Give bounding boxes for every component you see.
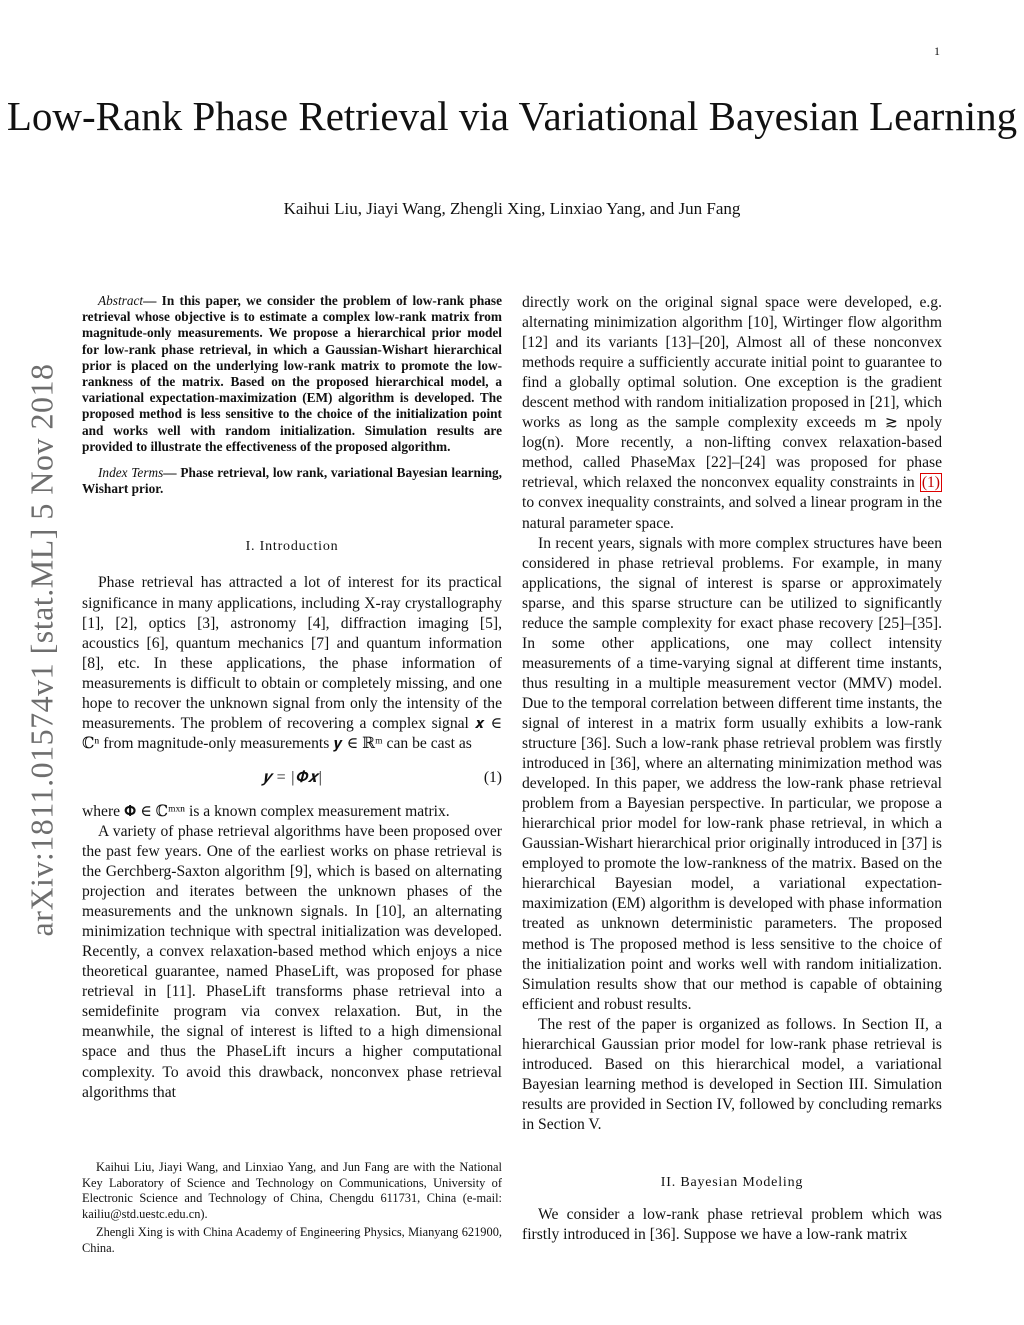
related-work-text-b: to convex inequality constraints, and solved a linear program in the natural parameter space. (522, 494, 942, 532)
index-terms-text: — Phase retrieval, low rank, variational Bayesian learning, Wishart prior. (82, 465, 502, 497)
footnotes (82, 1160, 502, 1260)
section-heading-introduction: I. Introduction (245, 539, 339, 555)
related-work-text-a: directly work on the original signal space were developed, e.g. alternating minimization algorithm [10], Wirtinger flow algorithm [12] and its variants [13]–[20], Almost all of these nonconvex methods require a sufficiently accurate initial point to guarantee to find a globally optimal solution. One exception is the gradient descent method with random initialization proposed in [21], which works as long as the sample complexity exceeds m ≳ npoly log(n). More recently, a non-lifting convex relaxation-based method, called PhaseMax [22]–[24] was proposed for phase retrieval, which relaxed the nonconvex equality constraints in (522, 294, 942, 492)
arxiv-stamp: arXiv:1811.01574v1 [stat.ML] 5 Nov 2018 (23, 363, 60, 937)
abstract-text: — In this paper, we consider the problem of low-rank phase retrieval whose objective is to estimate a complex low-rank matrix from magnitude-only measurements. We propose a hierarchical prior model for low-rank phase retrieval, in which a Gaussian-Wishart hierarchical prior is placed on the underlying low-rank matrix to promote the low-rankness of the matrix. Based on the proposed hierarchical model, a variational expectation-maximization (EM) algorithm is developed. The proposed method is less sensitive to the choice of the initialization point and works well with random initialization. Simulation results are provided to illustrate the effectiveness of the proposed algorithm. (82, 293, 502, 454)
equation-1-expression: 𝒚 = |𝚽𝒙| (261, 768, 323, 786)
intro-paragraph-1: Phase retrieval has attracted a lot of interest for its practical significance in many applications, including X-ray crystallography [1], [2], optics [3], astronomy [4], diffraction imaging [5], acoustics [6], quantum mechanics [7] and quantum information [8], etc. In these applications, the phase information of measurements is difficult to obtain or completely missing, and one hope to recover the unknown signal from only the intensity of the measurements. The problem of recovering a complex signal 𝒙 ∈ ℂⁿ from magnitude-only measurements 𝒚 ∈ ℝᵐ can be cast as (82, 574, 502, 752)
equation-1-number: (1) (483, 768, 502, 786)
intro-where-clause: where 𝚽 ∈ ℂᵐˣⁿ is a known complex measurement matrix. (82, 802, 450, 820)
equation-reference-link[interactable]: (1) (921, 474, 940, 492)
related-work-paragraph (522, 293, 942, 534)
organization-paragraph: The rest of the paper is organized as follows. In Section II, a hierarchical Gaussian prior model for low-rank phase retrieval is introduced. Based on this hierarchical model, a variational Bayesian learning method is developed in Section III. Simulation results are provided in Section IV, followed by concluding remarks in Section V. (522, 1015, 942, 1133)
abstract-label: Abstract (98, 293, 144, 308)
index-terms (82, 465, 502, 497)
left-column (82, 293, 502, 1103)
motivation-paragraph: In recent years, signals with more complex structures have been considered in phase retrieval problems. For example, in many applications, the signal of interest is sparse or approximately sparse, and this sparse structure can be utilized to significantly reduce the sample complexity for exact phase recovery [25]–[35]. In some other applications, one may collect intensity measurements of a time-varying signal at different time instants, thus resulting in a multiple measurement vector (MMV) model. Due to the temporal correlation between different time instants, the signal of interest in a matrix form usually exhibits a low-rank structure [36]. Such a low-rank phase retrieval problem was firstly introduced in [36], where an alternating minimization method was developed. In this paper, we address the low-rank phase retrieval problem from a Bayesian perspective. In particular, we propose a hierarchical prior model for low-rank phase retrieval, in which a Gaussian-Wishart hierarchical prior originally introduced in [37] is employed to promote the low-rankness of the matrix. Based on the hierarchical Bayesian model, a variational expectation-maximization (EM) algorithm is developed with phase information treated as unknown deterministic parameters. The proposed method is The proposed method is less sensitive to the choice of the initialization point and works well with random initialization. Simulation results show that our method is capable of obtaining efficient and robust results. (522, 534, 942, 1013)
author-list: Kaihui Liu, Jiayi Wang, Zhengli Xing, Linxiao Yang, and Jun Fang (283, 199, 741, 218)
page-number: 1 (934, 44, 940, 58)
section-heading-bayesian-modeling: II. Bayesian Modeling (660, 1174, 804, 1190)
abstract (82, 293, 502, 455)
intro-paragraph-2: A variety of phase retrieval algorithms have been proposed over the past few years. One of the earliest works on phase retrieval is the Gerchberg-Saxton algorithm [9], which is based on alternating projection and iterates between the unknown phases of the measurements and the unknown signals. In [10], an alternating minimization technique with spectral initialization was developed. Recently, a convex relaxation-based method which enjoys a nice theoretical guarantee, named PhaseLift, was proposed for phase retrieval in [11]. PhaseLift transforms phase retrieval into a semidefinite program via convex relaxation. But, in the meanwhile, the signal of interest is lifted to a high dimensional space and thus the PhaseLift incurs a higher computational complexity. To avoid this drawback, nonconvex phase retrieval algorithms that (82, 822, 502, 1101)
paper-title: Low-Rank Phase Retrieval via Variational Bayesian Learning (6, 93, 1018, 139)
bayesian-modeling-paragraph: We consider a low-rank phase retrieval problem which was firstly introduced in [36]. Suppose we have a low-rank matrix (522, 1206, 942, 1244)
footnote-affiliation-2: Zhengli Xing is with China Academy of Engineering Physics, Mianyang 621900, China. (82, 1225, 502, 1255)
footnote-affiliation-1: Kaihui Liu, Jiayi Wang, and Linxiao Yang, and Jun Fang are with the National Key Laboratory of Science and Technology on Communications, University of Electronic Science and Technology of China, Chengdu 611731, China (e-mail: kailiu@std.uestc.edu.cn). (82, 1160, 502, 1221)
index-terms-label: Index Terms (98, 465, 164, 481)
right-column (522, 293, 942, 1245)
equation-1 (82, 766, 502, 794)
